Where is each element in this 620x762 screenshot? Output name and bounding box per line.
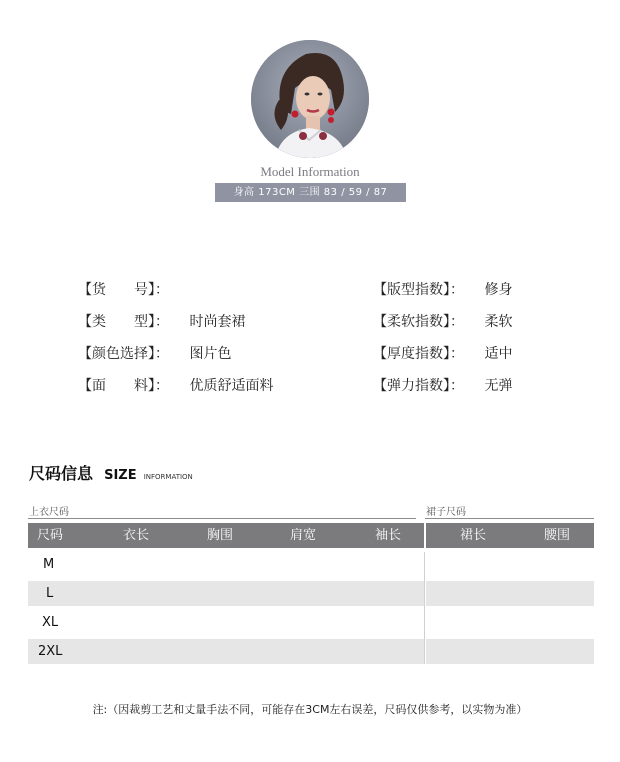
attr-value: 图片色 <box>189 346 232 362</box>
attr-key: 【面 料】： <box>78 378 169 394</box>
table-row <box>28 581 594 606</box>
skirt-size-label: 裙子尺码 <box>426 507 466 518</box>
attr-elasticity-index <box>373 377 512 395</box>
table-row <box>28 610 594 635</box>
group-divider-line <box>424 552 425 664</box>
top-group-line <box>28 518 416 519</box>
col-skirt-length: 裙长 <box>459 528 486 543</box>
attr-value: 无弹 <box>484 378 513 394</box>
attr-item-no <box>78 281 185 299</box>
col-waist: 腰围 <box>543 528 570 543</box>
size-note: 注:（因裁剪工艺和丈量手法不同，可能存在3CM左右误差，尺码仅供参考，以实物为准） <box>92 703 528 716</box>
attr-thickness-index <box>373 345 512 363</box>
table-row <box>28 639 594 664</box>
col-shoulder: 肩宽 <box>289 528 316 543</box>
col-bust: 胸围 <box>206 528 233 543</box>
attr-value: 优质舒适面料 <box>189 378 274 394</box>
attr-key: 【颜色选择】： <box>78 346 169 362</box>
size-2xl: 2XL <box>38 644 63 659</box>
size-m: M <box>43 557 55 572</box>
attr-value: 适中 <box>484 346 513 362</box>
attr-color <box>78 345 231 363</box>
attr-key: 【弹力指数】： <box>373 378 464 394</box>
size-section-title <box>29 461 193 484</box>
table-row <box>28 552 594 577</box>
attr-key: 【货 号】： <box>78 282 169 298</box>
attr-softness-index <box>373 313 512 331</box>
col-size: 尺码 <box>36 528 63 543</box>
attr-key: 【厚度指数】： <box>373 346 464 362</box>
size-title-en: SIZE <box>104 468 137 483</box>
model-photo <box>251 40 369 158</box>
attr-value: 柔软 <box>484 314 513 330</box>
model-info-title: Model Information <box>260 164 360 179</box>
attr-key: 【柔软指数】： <box>373 314 464 330</box>
skirt-group-line <box>425 518 594 519</box>
attr-key: 【版型指数】： <box>373 282 464 298</box>
top-size-label: 上衣尺码 <box>29 507 69 518</box>
attr-fabric <box>78 377 273 395</box>
attr-value: 修身 <box>484 282 513 298</box>
size-title-sub: INFORMATION <box>143 473 193 481</box>
size-xl: XL <box>42 615 59 630</box>
size-title-cn: 尺码信息 <box>29 464 94 483</box>
attr-type <box>78 313 245 331</box>
col-length: 衣长 <box>122 528 149 543</box>
model-stats: 身高 173CM 三围 83 / 59 / 87 <box>215 183 406 202</box>
attr-key: 【类 型】： <box>78 314 169 330</box>
attr-fit-index <box>373 281 512 299</box>
size-l: L <box>46 586 54 601</box>
attr-value: 时尚套裙 <box>189 314 246 330</box>
col-sleeve: 袖长 <box>374 528 401 543</box>
